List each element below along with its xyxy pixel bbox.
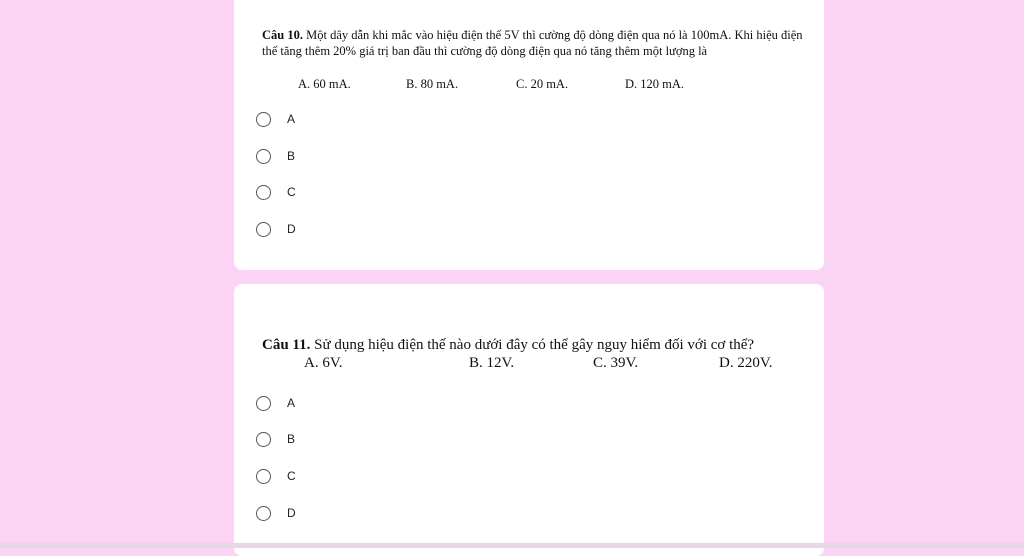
option-label-d: D — [287, 506, 296, 520]
option-d[interactable] — [256, 503, 296, 523]
radio-button-d[interactable] — [256, 506, 271, 521]
radio-button-a[interactable] — [256, 396, 271, 411]
option-c[interactable] — [256, 466, 296, 486]
question-text-10 — [262, 27, 810, 59]
answer-choice-c: C. 20 mA. — [516, 77, 569, 91]
option-b[interactable] — [256, 429, 295, 449]
answer-choice-b: B. 12V. — [469, 355, 515, 371]
option-label-d: D — [287, 222, 296, 236]
question-card-11 — [234, 284, 824, 556]
answer-choice-d: D. 220V. — [719, 355, 773, 371]
answer-choice-a: A. 60 mA. — [298, 77, 351, 91]
radio-button-b[interactable] — [256, 149, 271, 164]
option-label-b: B — [287, 432, 296, 446]
radio-button-a[interactable] — [256, 112, 271, 127]
answer-choice-c: C. 39V. — [593, 355, 639, 371]
question-number-10: Câu 10. — [262, 28, 303, 42]
option-label-c: C — [287, 185, 296, 199]
question-body-10: Một dây dẫn khi mắc vào hiệu điện thế 5V thì cường độ dòng điện qua nó là 100mA. Khi hiệu điện thế tăng thêm 20% giá trị ban đầu thì cường độ dòng điện qua nó tăng thêm một lượng là — [262, 28, 803, 58]
option-b[interactable] — [256, 146, 295, 166]
question-body-11: Sử dụng hiệu điện thế nào dưới đây có thể gây nguy hiểm đối với cơ thể? — [310, 337, 755, 353]
answer-choice-a: A. 6V. — [304, 355, 343, 371]
radio-button-b[interactable] — [256, 432, 271, 447]
option-a[interactable] — [256, 109, 295, 129]
question-number-11: Câu 11. — [262, 337, 311, 353]
answer-choice-d: D. 120 mA. — [625, 77, 685, 91]
option-c[interactable] — [256, 182, 296, 202]
radio-button-c[interactable] — [256, 469, 271, 484]
question-card-10 — [234, 0, 824, 270]
bottom-strip — [0, 543, 1024, 548]
option-label-b: B — [287, 149, 296, 163]
option-label-a: A — [287, 112, 296, 126]
question-text-11 — [262, 336, 810, 354]
answer-choice-b: B. 80 mA. — [406, 77, 459, 91]
radio-button-d[interactable] — [256, 222, 271, 237]
option-label-c: C — [287, 469, 296, 483]
option-label-a: A — [287, 396, 296, 410]
radio-button-c[interactable] — [256, 185, 271, 200]
option-a[interactable] — [256, 393, 295, 413]
option-d[interactable] — [256, 219, 296, 239]
